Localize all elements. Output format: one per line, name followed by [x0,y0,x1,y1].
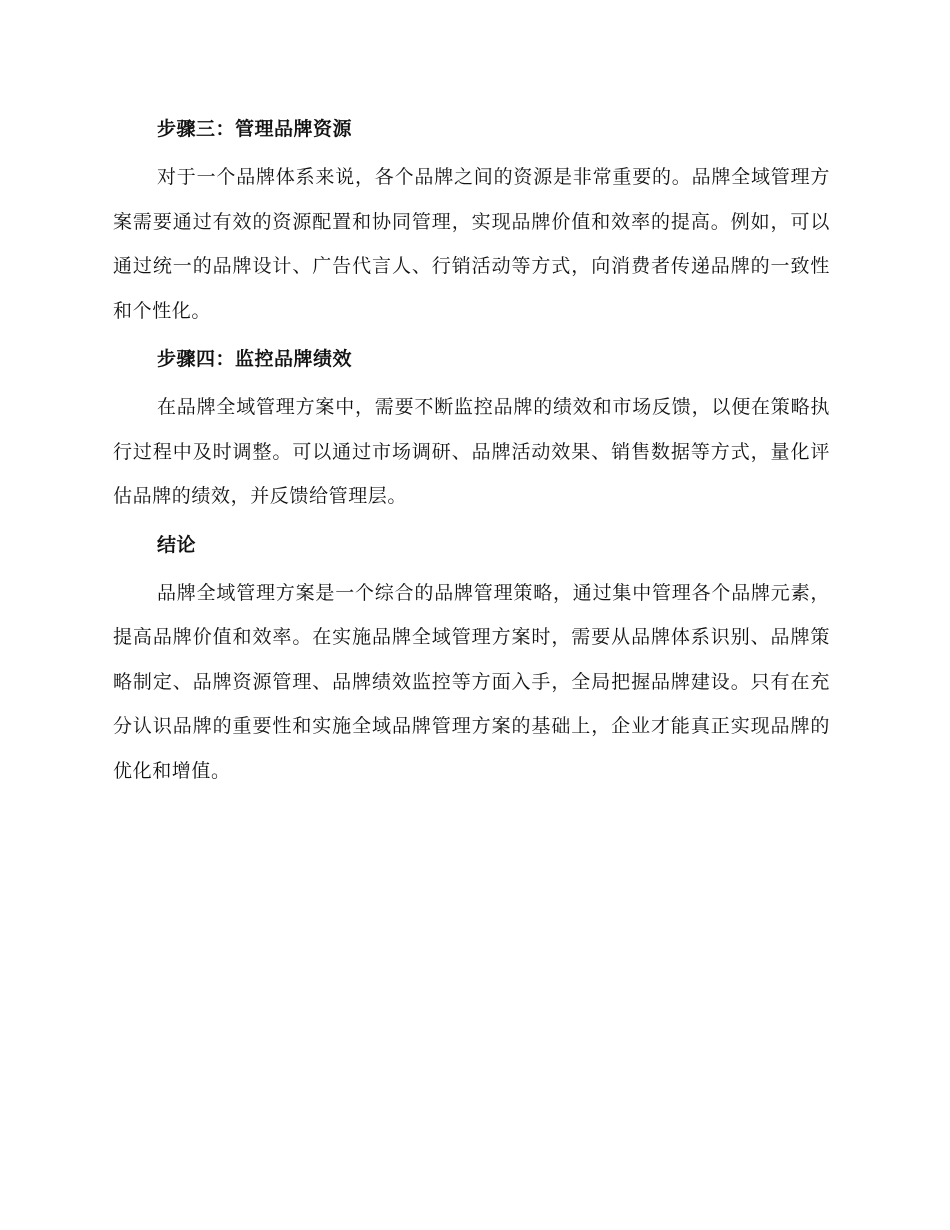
section-heading-conclusion: 结论 [157,533,197,556]
section-heading-step-three: 步骤三：管理品牌资源 [157,118,353,140]
document-body [113,107,830,793]
section-paragraph-step-four: 在品牌全域管理方案中，需要不断监控品牌的绩效和市场反馈，以便在策略执行过程中及时调整。可以通过市场调研、品牌活动效果、销售数据等方式，量化评估品牌的绩效，并反馈给管理层。 [113,396,830,507]
section-heading-step-four: 步骤四：监控品牌绩效 [157,348,353,370]
section-paragraph-conclusion: 品牌全域管理方案是一个综合的品牌管理策略，通过集中管理各个品牌元素，提高品牌价值和效率。在实施品牌全域管理方案时，需要从品牌体系识别、品牌策略制定、品牌资源管理、品牌绩效监控等方面入手，全局把握品牌建设。只有在充分认识品牌的重要性和实施全域品牌管理方案的基础上，企业才能真正实现品牌的优化和增值。 [113,581,830,782]
section-paragraph-step-three: 对于一个品牌体系来说，各个品牌之间的资源是非常重要的。品牌全域管理方案需要通过有效的资源配置和协同管理，实现品牌价值和效率的提高。例如，可以通过统一的品牌设计、广告代言人、行销活动等方式，向消费者传递品牌的一致性和个性化。 [113,166,830,322]
